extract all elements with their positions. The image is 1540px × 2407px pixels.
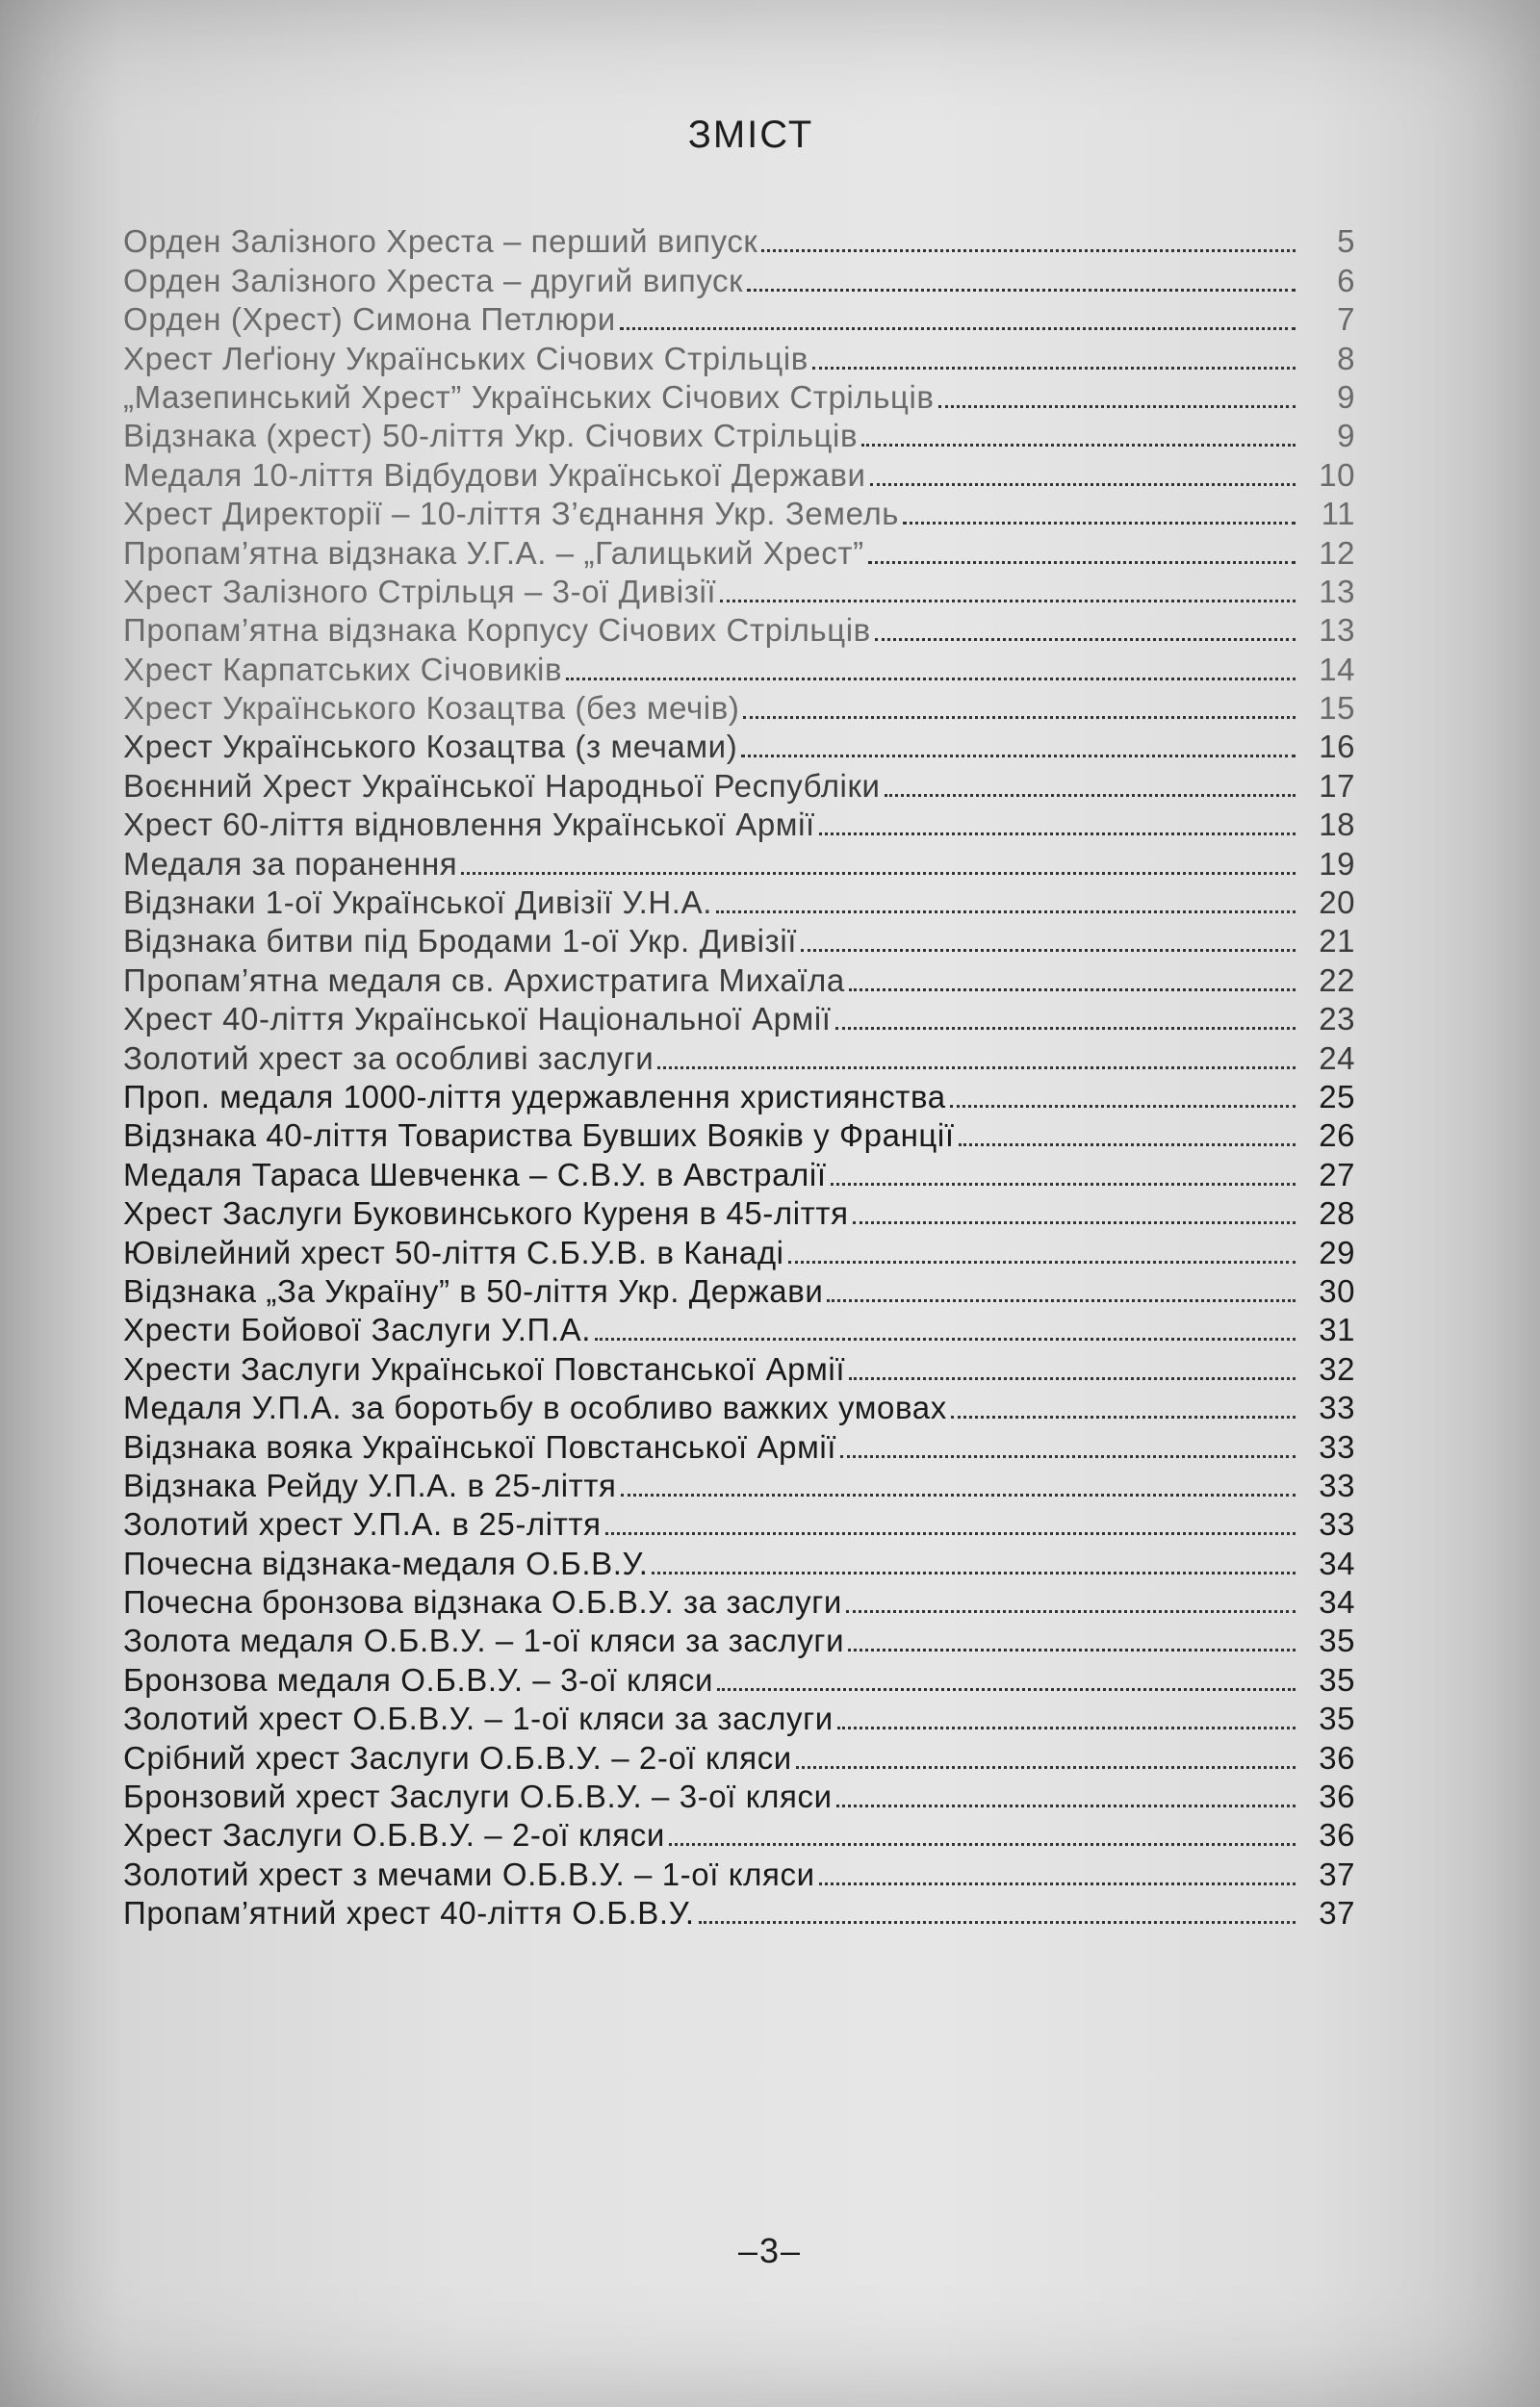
toc-entry xyxy=(123,416,1355,454)
toc-entry xyxy=(123,1737,1355,1776)
toc-entry-title: Срібний хрест Заслуги О.Б.В.У. – 2-ої кляси xyxy=(123,1739,792,1776)
toc-dot-leader xyxy=(870,483,1296,486)
toc-entry-page: 27 xyxy=(1319,1156,1355,1192)
toc-entry xyxy=(123,1543,1355,1581)
page-title: ЗМІСТ xyxy=(687,114,814,156)
toc-entry-page: 35 xyxy=(1319,1661,1355,1698)
toc-entry-page: 26 xyxy=(1319,1117,1355,1154)
toc-entry-title: Золотий хрест за особливі заслуги xyxy=(123,1039,654,1076)
toc-entry xyxy=(123,1388,1355,1426)
toc-dot-leader xyxy=(835,1027,1296,1030)
toc-entry-title: Хрести Бойової Заслуги У.П.А. xyxy=(123,1312,591,1348)
toc-entry-page: 35 xyxy=(1319,1701,1355,1737)
toc-dot-leader xyxy=(566,678,1296,680)
toc-entry-title: Пропам’ятна відзнака Корпусу Січових Стрільців xyxy=(123,612,871,649)
page-number: –3– xyxy=(737,2231,803,2270)
toc-entry-page: 14 xyxy=(1319,651,1355,687)
toc-dot-leader xyxy=(621,1494,1296,1497)
toc-dot-leader xyxy=(605,1532,1296,1535)
table-of-contents xyxy=(123,221,1355,1932)
toc-entry xyxy=(123,1777,1355,1815)
toc-entry-title: Хрест 40-ліття Української Національної Армії xyxy=(123,1001,832,1037)
toc-entry-title: Орден (Хрест) Симона Петлюри xyxy=(123,301,616,338)
toc-entry-page: 17 xyxy=(1319,767,1355,804)
toc-entry xyxy=(123,1193,1355,1232)
toc-entry-title: Бронзова медаля О.Б.В.У. – 3-ої кляси xyxy=(123,1661,713,1698)
toc-entry-title: Пропам’ятний хрест 40-ліття О.Б.В.У. xyxy=(123,1895,695,1932)
toc-entry xyxy=(123,921,1355,960)
toc-entry-title: Медаля У.П.А. за боротьбу в особливо важких умовах xyxy=(123,1390,947,1426)
toc-entry-title: Медаля за поранення xyxy=(123,845,458,882)
toc-entry xyxy=(123,1271,1355,1310)
toc-entry-title: Хрест Заслуги Буковинського Куреня в 45-ліття xyxy=(123,1195,849,1232)
toc-entry-title: Відзнака Рейду У.П.А. в 25-ліття xyxy=(123,1467,617,1503)
toc-dot-leader xyxy=(595,1338,1296,1341)
toc-entry-title: Золота медаля О.Б.В.У. – 1-ої кляси за заслуги xyxy=(123,1623,845,1659)
toc-entry-title: Відзнака „За Україну” в 50-ліття Укр. Держави xyxy=(123,1272,824,1309)
toc-entry xyxy=(123,960,1355,998)
toc-entry-page: 7 xyxy=(1337,301,1355,338)
toc-dot-leader xyxy=(461,872,1296,875)
toc-dot-leader xyxy=(861,444,1296,447)
toc-dot-leader xyxy=(720,600,1296,602)
toc-entry-title: Хрест Директорії – 10-ліття З’єднання Укр. Земель xyxy=(123,496,900,532)
toc-entry-page: 9 xyxy=(1337,418,1355,454)
toc-entry xyxy=(123,532,1355,571)
toc-entry-page: 5 xyxy=(1337,223,1355,260)
toc-dot-leader xyxy=(875,638,1296,641)
toc-entry-page: 9 xyxy=(1337,378,1355,415)
toc-entry-page: 21 xyxy=(1319,923,1355,960)
toc-entry-page: 35 xyxy=(1319,1623,1355,1659)
toc-entry xyxy=(123,727,1355,765)
toc-dot-leader xyxy=(885,794,1296,797)
toc-entry-page: 28 xyxy=(1319,1195,1355,1232)
toc-dot-leader xyxy=(849,988,1296,991)
toc-dot-leader xyxy=(796,1766,1296,1769)
toc-entry xyxy=(123,1037,1355,1076)
toc-entry-title: Хрест 60-ліття відновлення Української Армії xyxy=(123,807,815,843)
toc-entry xyxy=(123,999,1355,1037)
toc-entry xyxy=(123,1466,1355,1504)
toc-entry-title: Хрест Українського Козацтва (з мечами) xyxy=(123,729,738,765)
toc-entry-title: Орден Залізного Хреста – другий випуск xyxy=(123,262,744,298)
toc-entry xyxy=(123,1232,1355,1270)
toc-dot-leader xyxy=(868,561,1296,564)
toc-entry-page: 16 xyxy=(1319,729,1355,765)
toc-entry xyxy=(123,883,1355,921)
toc-dot-leader xyxy=(801,949,1296,952)
toc-entry-page: 13 xyxy=(1319,573,1355,609)
toc-dot-leader xyxy=(950,1105,1296,1108)
toc-dot-leader xyxy=(819,1882,1296,1885)
toc-dot-leader xyxy=(938,405,1296,408)
toc-dot-leader xyxy=(819,832,1296,835)
toc-dot-leader xyxy=(747,289,1296,292)
toc-entry xyxy=(123,1659,1355,1698)
toc-entry-title: Орден Залізного Хреста – перший випуск xyxy=(123,223,758,260)
toc-entry xyxy=(123,1115,1355,1154)
toc-entry-title: Пропам’ятна медаля св. Архистратига Михаїла xyxy=(123,961,845,998)
toc-entry xyxy=(123,1154,1355,1192)
toc-dot-leader xyxy=(669,1843,1296,1846)
toc-entry-page: 20 xyxy=(1319,884,1355,921)
toc-entry-title: Відзнака 40-ліття Товариства Бувших Вояків у Франції xyxy=(123,1117,955,1154)
toc-entry-page: 11 xyxy=(1321,496,1355,532)
toc-entry xyxy=(123,377,1355,416)
toc-dot-leader xyxy=(831,1183,1296,1186)
toc-entry-page: 32 xyxy=(1319,1350,1355,1387)
toc-entry-page: 22 xyxy=(1319,961,1355,998)
toc-entry-page: 19 xyxy=(1319,845,1355,882)
toc-entry-title: Відзнака (хрест) 50-ліття Укр. Січових Стрільців xyxy=(123,418,859,454)
toc-entry-title: „Мазепинський Хрест” Українських Січових Стрільців xyxy=(123,378,935,415)
toc-entry-page: 33 xyxy=(1319,1428,1355,1465)
toc-entry-page: 36 xyxy=(1319,1739,1355,1776)
toc-entry-title: Медаля Тараса Шевченка – С.В.У. в Австралії xyxy=(123,1156,827,1192)
toc-entry-page: 34 xyxy=(1319,1584,1355,1621)
toc-dot-leader xyxy=(840,1455,1296,1458)
toc-entry-title: Хрест Леґіону Українських Січових Стрільців xyxy=(123,340,808,376)
toc-entry-page: 15 xyxy=(1319,690,1355,727)
toc-entry-title: Відзнака вояка Української Повстанської Армії xyxy=(123,1428,837,1465)
toc-dot-leader xyxy=(836,1805,1296,1807)
toc-entry xyxy=(123,260,1355,298)
toc-entry xyxy=(123,1310,1355,1348)
toc-entry-title: Проп. медаля 1000-ліття удержавлення християнства xyxy=(123,1078,946,1114)
toc-entry xyxy=(123,299,1355,338)
toc-entry-title: Медаля 10-ліття Відбудови Української Держави xyxy=(123,456,866,493)
toc-dot-leader xyxy=(848,1649,1296,1652)
toc-dot-leader xyxy=(620,327,1296,330)
toc-entry xyxy=(123,843,1355,882)
toc-entry-title: Ювілейний хрест 50-ліття С.Б.У.В. в Канаді xyxy=(123,1234,784,1270)
toc-entry-page: 37 xyxy=(1319,1895,1355,1932)
toc-entry-title: Золотий хрест У.П.А. в 25-ліття xyxy=(123,1506,602,1543)
toc-entry-page: 37 xyxy=(1319,1856,1355,1892)
toc-entry-page: 31 xyxy=(1319,1312,1355,1348)
toc-entry-page: 36 xyxy=(1319,1817,1355,1854)
toc-entry xyxy=(123,805,1355,843)
toc-entry-page: 23 xyxy=(1319,1001,1355,1037)
toc-entry-page: 24 xyxy=(1319,1039,1355,1076)
toc-dot-leader xyxy=(959,1143,1296,1146)
toc-entry-title: Відзнаки 1-ої Української Дивізії У.Н.А. xyxy=(123,884,712,921)
toc-entry xyxy=(123,1854,1355,1892)
toc-entry xyxy=(123,1077,1355,1115)
toc-dot-leader xyxy=(812,367,1296,370)
toc-dot-leader xyxy=(849,1377,1296,1380)
toc-entry xyxy=(123,1893,1355,1932)
toc-dot-leader xyxy=(788,1261,1296,1264)
toc-dot-leader xyxy=(717,1688,1296,1691)
toc-entry-page: 29 xyxy=(1319,1234,1355,1270)
toc-entry-page: 33 xyxy=(1319,1506,1355,1543)
toc-entry-page: 8 xyxy=(1337,340,1355,376)
toc-entry-title: Золотий хрест О.Б.В.У. – 1-ої кляси за заслуги xyxy=(123,1701,834,1737)
toc-entry-title: Хрести Заслуги Української Повстанської Армії xyxy=(123,1350,846,1387)
toc-entry-page: 33 xyxy=(1319,1390,1355,1426)
toc-entry-title: Хрест Карпатських Січовиків xyxy=(123,651,563,687)
toc-entry-page: 6 xyxy=(1337,262,1355,298)
toc-entry-title: Почесна відзнака-медаля О.Б.В.У. xyxy=(123,1545,649,1581)
toc-dot-leader xyxy=(853,1221,1296,1224)
toc-dot-leader xyxy=(903,522,1296,525)
toc-entry-page: 34 xyxy=(1319,1545,1355,1581)
toc-entry xyxy=(123,338,1355,376)
toc-entry xyxy=(123,1699,1355,1737)
toc-dot-leader xyxy=(652,1572,1296,1575)
toc-dot-leader xyxy=(761,249,1296,252)
toc-dot-leader xyxy=(827,1299,1296,1302)
toc-dot-leader xyxy=(741,755,1296,757)
toc-entry-title: Відзнака битви під Бродами 1-ої Укр. Дивізії xyxy=(123,923,798,960)
toc-entry xyxy=(123,1582,1355,1621)
toc-entry xyxy=(123,688,1355,727)
toc-entry xyxy=(123,765,1355,804)
toc-dot-leader xyxy=(657,1066,1296,1069)
toc-entry-page: 33 xyxy=(1319,1467,1355,1503)
toc-entry-page: 12 xyxy=(1319,534,1355,571)
toc-entry xyxy=(123,1504,1355,1543)
toc-entry-page: 18 xyxy=(1319,807,1355,843)
toc-entry xyxy=(123,1621,1355,1659)
toc-entry xyxy=(123,572,1355,610)
toc-entry-title: Пропам’ятна відзнака У.Г.А. – „Галицький Хрест” xyxy=(123,534,864,571)
toc-entry-title: Почесна бронзова відзнака О.Б.В.У. за заслуги xyxy=(123,1584,842,1621)
toc-entry-page: 25 xyxy=(1319,1078,1355,1114)
toc-entry-title: Бронзовий хрест Заслуги О.Б.В.У. – 3-ої кляси xyxy=(123,1779,833,1815)
toc-entry xyxy=(123,1426,1355,1465)
toc-dot-leader xyxy=(951,1416,1296,1419)
toc-entry-title: Хрест Українського Козацтва (без мечів) xyxy=(123,690,740,727)
toc-dot-leader xyxy=(699,1921,1296,1924)
toc-dot-leader xyxy=(837,1727,1296,1729)
toc-entry-page: 13 xyxy=(1319,612,1355,649)
toc-entry xyxy=(123,610,1355,649)
toc-entry-title: Хрест Заслуги О.Б.В.У. – 2-ої кляси xyxy=(123,1817,665,1854)
toc-entry xyxy=(123,221,1355,260)
toc-dot-leader xyxy=(743,716,1296,719)
toc-entry-page: 30 xyxy=(1319,1272,1355,1309)
toc-entry-title: Хрест Залізного Стрільця – 3-ої Дивізії xyxy=(123,573,717,609)
toc-entry xyxy=(123,649,1355,687)
toc-dot-leader xyxy=(716,910,1296,913)
toc-dot-leader xyxy=(846,1610,1296,1613)
toc-entry-title: Золотий хрест з мечами О.Б.В.У. – 1-ої кляси xyxy=(123,1856,815,1892)
toc-entry xyxy=(123,1815,1355,1854)
toc-entry xyxy=(123,1348,1355,1387)
toc-entry xyxy=(123,494,1355,532)
toc-entry-title: Воєнний Хрест Української Народньої Республіки xyxy=(123,767,881,804)
toc-entry-page: 36 xyxy=(1319,1779,1355,1815)
toc-entry xyxy=(123,454,1355,493)
toc-entry-page: 10 xyxy=(1319,456,1355,493)
